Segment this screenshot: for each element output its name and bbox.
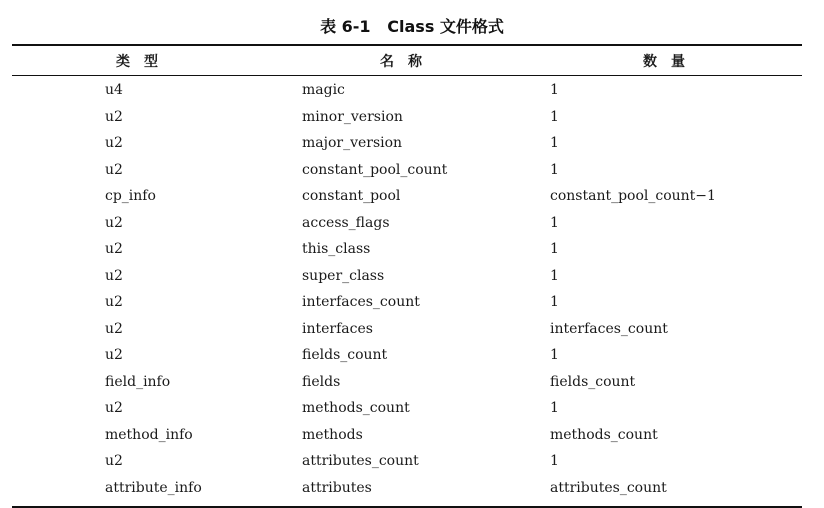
cell-name: methods bbox=[302, 426, 363, 443]
cell-count: attributes_count bbox=[550, 479, 667, 496]
cell-name: attributes bbox=[302, 479, 372, 496]
table-header-row bbox=[12, 46, 802, 75]
cell-name: super_class bbox=[302, 267, 385, 284]
cell-name: minor_version bbox=[302, 108, 403, 125]
cell-name: methods_count bbox=[302, 400, 410, 417]
table-row bbox=[12, 448, 802, 475]
cell-count: constant_pool_count−1 bbox=[550, 188, 716, 205]
cell-name: constant_pool bbox=[302, 188, 401, 205]
cell-count: 1 bbox=[550, 347, 559, 364]
cell-name: fields_count bbox=[302, 347, 388, 364]
cell-type: u2 bbox=[105, 108, 123, 125]
cell-type: u2 bbox=[105, 453, 123, 470]
cell-count: 1 bbox=[550, 267, 559, 284]
cell-count: 1 bbox=[550, 135, 559, 152]
header-count: 数量 bbox=[643, 53, 699, 70]
cell-count: fields_count bbox=[550, 373, 636, 390]
table-row bbox=[12, 395, 802, 422]
cell-name: interfaces_count bbox=[302, 294, 420, 311]
cell-type: attribute_info bbox=[105, 479, 202, 496]
table-row bbox=[12, 263, 802, 290]
cell-count: 1 bbox=[550, 294, 559, 311]
table-row bbox=[12, 183, 802, 210]
cell-type: u2 bbox=[105, 214, 123, 231]
cell-type: u2 bbox=[105, 161, 123, 178]
table-caption: 表 6-1 Class 文件格式 bbox=[320, 17, 504, 36]
table-row bbox=[12, 475, 802, 502]
cell-name: interfaces bbox=[302, 320, 373, 337]
table-row bbox=[12, 316, 802, 343]
cell-type: u2 bbox=[105, 241, 123, 258]
table-row bbox=[12, 157, 802, 184]
table-row bbox=[12, 130, 802, 157]
cell-type: u2 bbox=[105, 294, 123, 311]
cell-type: u4 bbox=[105, 82, 123, 99]
table-row bbox=[12, 104, 802, 131]
cell-count: 1 bbox=[550, 400, 559, 417]
cell-type: u2 bbox=[105, 320, 123, 337]
cell-type: u2 bbox=[105, 347, 123, 364]
table-row bbox=[12, 236, 802, 263]
cell-count: interfaces_count bbox=[550, 320, 668, 337]
cell-count: 1 bbox=[550, 214, 559, 231]
header-name: 名称 bbox=[380, 53, 436, 70]
cell-count: methods_count bbox=[550, 426, 658, 443]
table-row bbox=[12, 77, 802, 104]
header-type: 类型 bbox=[116, 53, 172, 70]
cell-count: 1 bbox=[550, 82, 559, 99]
cell-type: field_info bbox=[105, 373, 171, 390]
cell-count: 1 bbox=[550, 108, 559, 125]
cell-name: magic bbox=[302, 82, 345, 99]
cell-name: attributes_count bbox=[302, 453, 419, 470]
cell-type: u2 bbox=[105, 267, 123, 284]
cell-count: 1 bbox=[550, 453, 559, 470]
table-row bbox=[12, 210, 802, 237]
cell-name: constant_pool_count bbox=[302, 161, 448, 178]
cell-count: 1 bbox=[550, 241, 559, 258]
cell-name: this_class bbox=[302, 241, 371, 258]
cell-type: cp_info bbox=[105, 188, 156, 205]
cell-name: access_flags bbox=[302, 214, 390, 231]
table-row bbox=[12, 422, 802, 449]
cell-type: u2 bbox=[105, 135, 123, 152]
cell-count: 1 bbox=[550, 161, 559, 178]
class-file-format-table bbox=[12, 44, 802, 508]
cell-name: major_version bbox=[302, 135, 403, 152]
table-row bbox=[12, 342, 802, 369]
table-row bbox=[12, 289, 802, 316]
cell-name: fields bbox=[302, 373, 341, 390]
table-body bbox=[12, 76, 802, 501]
table-row bbox=[12, 369, 802, 396]
cell-type: u2 bbox=[105, 400, 123, 417]
cell-type: method_info bbox=[105, 426, 193, 443]
